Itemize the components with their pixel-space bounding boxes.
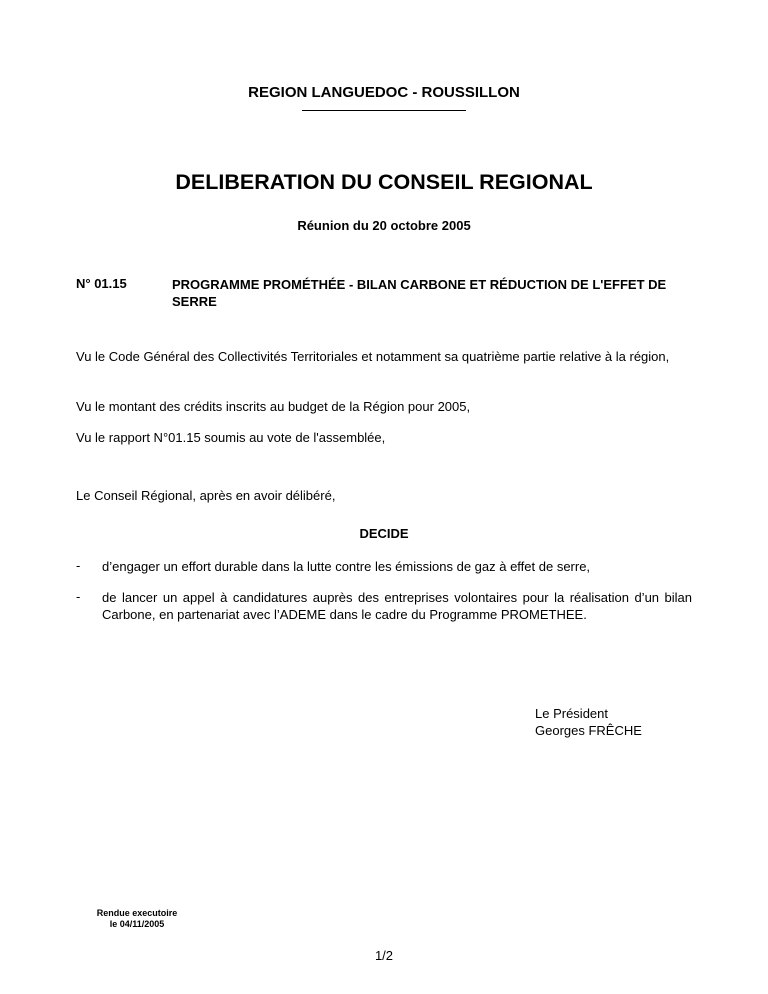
executoire-date: le 04/11/2005 — [109, 919, 165, 929]
signature-block — [535, 705, 642, 739]
decision-heading: DECIDE — [359, 526, 409, 541]
list-bullet: - — [76, 558, 81, 573]
deliberation-subject: PROGRAMME PROMÉTHÉE - BILAN CARBONE ET RÉDUCTION DE L'EFFET DE SERRE — [172, 277, 667, 309]
signature-role: Le Président — [535, 706, 608, 721]
consideration-report: Vu le rapport N°01.15 soumis au vote de l'assemblée, — [76, 430, 386, 445]
preamble: Le Conseil Régional, après en avoir délibéré, — [76, 488, 336, 503]
decision-item: d’engager un effort durable dans la lutte contre les émissions de gaz à effet de serre, — [102, 559, 591, 574]
heading-underline — [302, 110, 466, 111]
consideration-budget: Vu le montant des crédits inscrits au budget de la Région pour 2005, — [76, 399, 471, 414]
signature-name: Georges FRÊCHE — [535, 723, 642, 738]
page-number: 1/2 — [374, 948, 394, 963]
executoire-label: Rendue executoire — [96, 908, 178, 918]
document-title: DELIBERATION DU CONSEIL REGIONAL — [175, 170, 593, 194]
deliberation-number: N° 01.15 — [76, 276, 127, 291]
consideration-code: Vu le Code Général des Collectivités Territoriales et notamment sa quatrième partie relative à la région, — [76, 349, 670, 364]
meeting-date: Réunion du 20 octobre 2005 — [297, 218, 471, 233]
region-heading: REGION LANGUEDOC - ROUSSILLON — [248, 84, 520, 101]
decision-item: de lancer un appel à candidatures auprès des entreprises volontaires pour la réalisation d’un bilan Carbone, en partenariat avec l’ADEME dans le cadre du Programme PROMETHEE. — [102, 590, 692, 622]
executoire-stamp — [84, 908, 190, 930]
list-bullet: - — [76, 589, 81, 604]
